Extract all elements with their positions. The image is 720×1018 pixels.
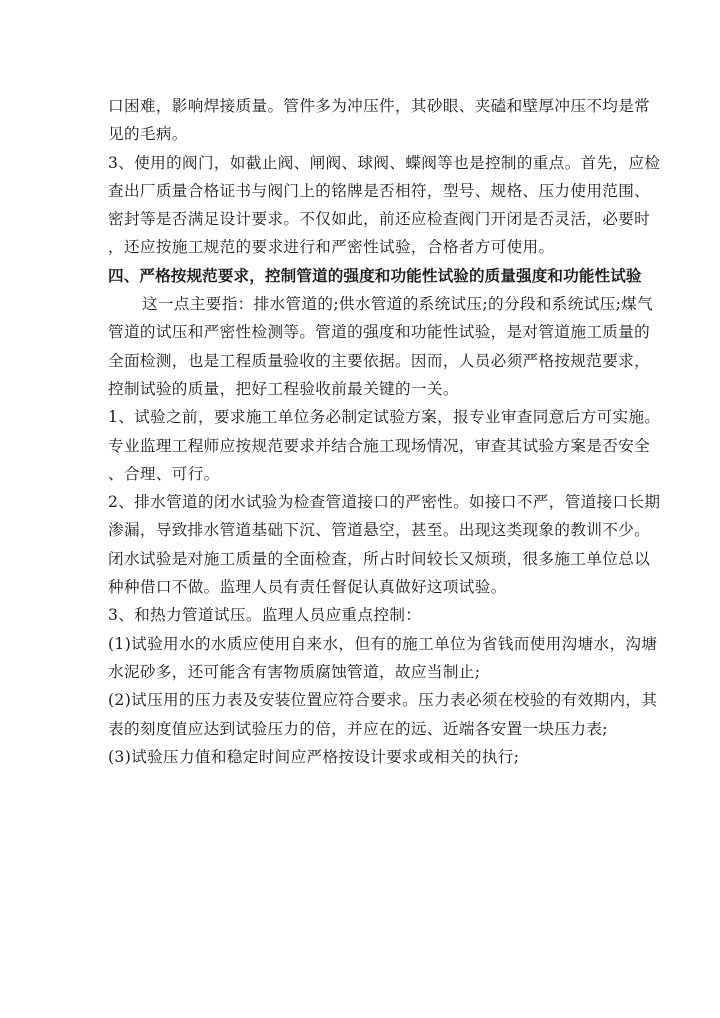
text-line: (2)试压用的压力表及安装位置应符合要求。压力表必须在校验的有效期内，其 [108, 691, 658, 710]
text-line: 密封等是否满足设计要求。不仅如此，前还应检查阀门开闭是否灵活，必要时 [108, 210, 651, 229]
text-line: (3)试验压力值和稳定时间应严格按设计要求或相关的执行; [108, 747, 520, 766]
text-line: 、合理、可行。 [108, 464, 220, 483]
section-heading: 四、严格按规范要求，控制管道的强度和功能性试验的质量强度和功能性试验 [108, 265, 642, 285]
text-line: 查出厂质量合格证书与阀门上的铭牌是否相符，型号、规格、压力使用范围、 [108, 181, 651, 200]
text-line: 1、试验之前，要求施工单位务必制定试验方案，报专业审查同意后方可实施。 [108, 408, 661, 427]
text-line: 表的刻度值应达到试验压力的倍，并应在的远、近端各安置一块压力表; [108, 719, 608, 738]
text-line: 口困难，影响焊接质量。管件多为冲压件，其砂眼、夹磕和壁厚冲压不均是常 [108, 97, 651, 115]
text-line: 全面检测，也是工程质量验收的主要依据。因而，人员必须严格按规范要求， [108, 351, 651, 370]
text-line: 专业监理工程师应按规范要求并结合施工现场情况，审查其试验方案是否安全 [108, 436, 651, 455]
text-line: 管道的试压和严密性检测等。管道的强度和功能性试验，是对管道施工质量的 [108, 323, 651, 342]
text-line: 控制试验的质量，把好工程验收前最关键的一关。 [108, 379, 459, 398]
text-line: 闭水试验是对施工质量的全面检查，所占时间较长又烦琐，很多施工单位总以 [108, 549, 651, 568]
text-line: 3、使用的阀门，如截止阀、闸阀、球阀、蝶阀等也是控制的重点。首先，应检 [108, 153, 661, 172]
text-line: 见的毛病。 [108, 125, 188, 144]
text-line: 这一点主要指：排水管道的;供水管道的系统试压;的分段和系统试压;煤气 [142, 295, 654, 314]
text-line: 水泥砂多，还可能含有害物质腐蚀管道，故应当制止; [108, 662, 481, 681]
text-line: 渗漏，导致排水管道基础下沉、管道悬空，甚至。出现这类现象的教训不少。 [108, 521, 651, 540]
text-line: 2、排水管道的闭水试验为检查管道接口的严密性。如接口不严，管道接口长期 [108, 493, 661, 512]
text-line: ，还应按施工规范的要求进行和严密性试验，合格者方可使用。 [108, 238, 555, 257]
text-line: 3、和热力管道试压。监理人员应重点控制： [108, 606, 422, 625]
document-page [108, 92, 661, 771]
text-line: (1)试验用水的水质应使用自来水，但有的施工单位为省钱而使用沟塘水，沟塘 [108, 634, 658, 653]
text-line: 种种借口不做。监理人员有责任督促认真做好这项试验。 [108, 578, 507, 597]
